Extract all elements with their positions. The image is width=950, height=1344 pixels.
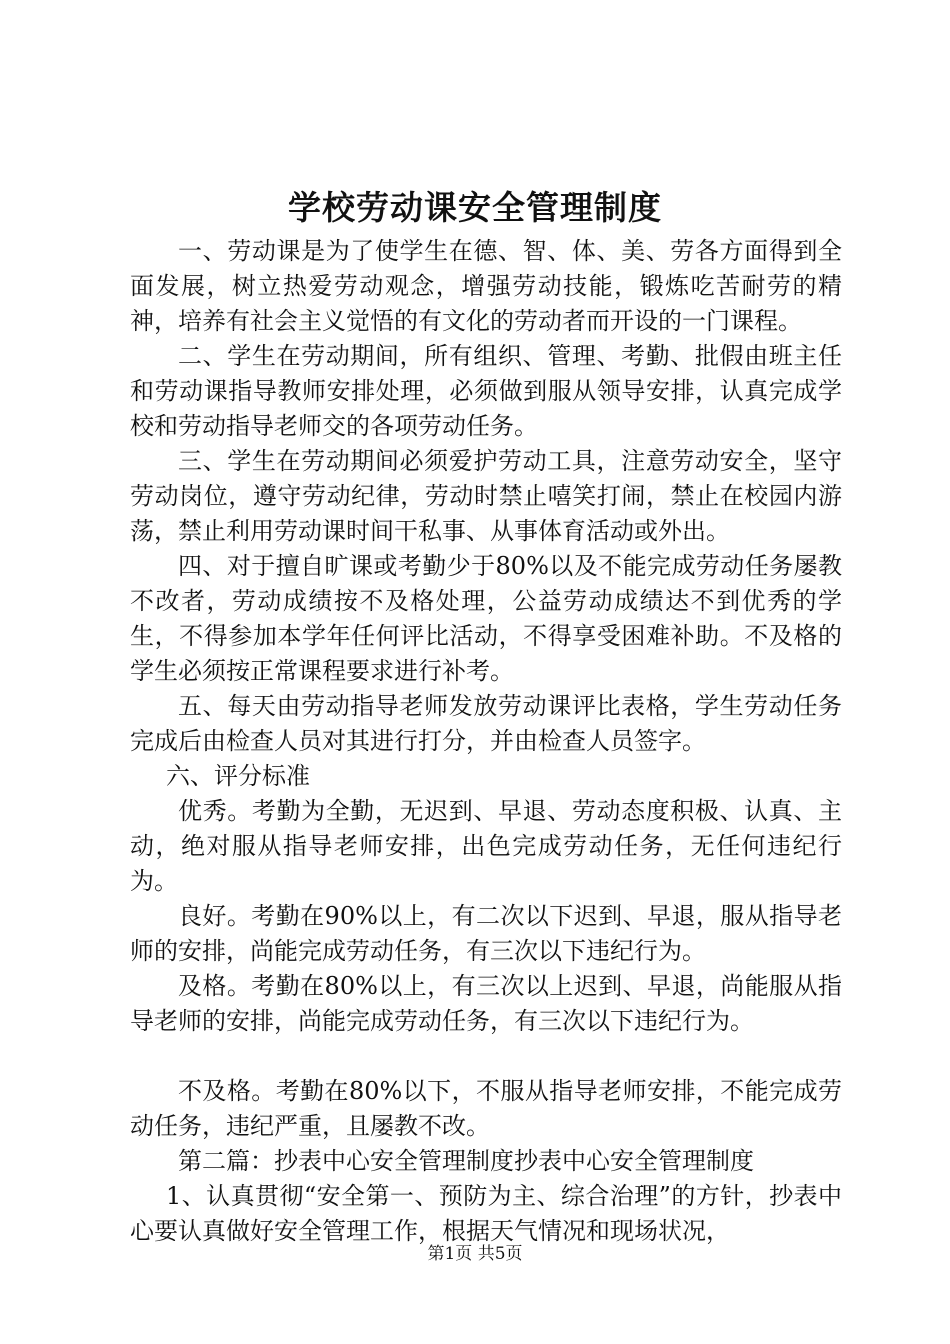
paragraph-1: 一、劳动课是为了使学生在德、智、体、美、劳各方面得到全面发展，树立热爱劳动观念，增强劳动技能，锻炼吃苦耐劳的精神，培养有社会主义觉悟的有文化的劳动者而开设的一门课程。 <box>130 237 842 335</box>
paragraph-pass: 及格。考勤在80%以上，有三次以上迟到、早退，尚能服从指导老师的安排，尚能完成劳动任务，有三次以下违纪行为。 <box>130 972 842 1035</box>
paragraph-second-part-1: 1、认真贯彻“安全第一、预防为主、综合治理”的方针，抄表中心要认真做好安全管理工作，根据天气情况和现场状况， <box>130 1182 842 1245</box>
page-footer: 第1页 共5页 <box>427 1244 523 1264</box>
paragraph-excellent: 优秀。考勤为全勤，无迟到、早退、劳动态度积极、认真、主动，绝对服从指导老师安排，出色完成劳动任务，无任何违纪行为。 <box>130 797 842 895</box>
paragraph-5: 五、每天由劳动指导老师发放劳动课评比表格，学生劳动任务完成后由检查人员对其进行打分，并由检查人员签字。 <box>130 692 842 755</box>
document-body <box>130 234 842 1249</box>
section-heading-scoring: 六、评分标准 <box>166 762 310 790</box>
paragraph-4: 四、对于擅自旷课或考勤少于80%以及不能完成劳动任务屡教不改者，劳动成绩按不及格处理，公益劳动成绩达不到优秀的学生，不得参加本学年任何评比活动，不得享受困难补助。不及格的学生必须按正常课程要求进行补考。 <box>130 552 842 685</box>
section-heading-second-part: 第二篇：抄表中心安全管理制度抄表中心安全管理制度 <box>178 1147 754 1175</box>
paragraph-3: 三、学生在劳动期间必须爱护劳动工具，注意劳动安全，坚守劳动岗位，遵守劳动纪律，劳动时禁止嘻笑打闹，禁止在校园内游荡，禁止利用劳动课时间干私事、从事体育活动或外出。 <box>130 447 842 545</box>
paragraph-fail: 不及格。考勤在80%以下，不服从指导老师安排，不能完成劳动任务，违纪严重，且屡教不改。 <box>130 1077 842 1140</box>
document-title: 学校劳动课安全管理制度 <box>288 188 662 227</box>
paragraph-2: 二、学生在劳动期间，所有组织、管理、考勤、批假由班主任和劳动课指导教师安排处理，必须做到服从领导安排，认真完成学校和劳动指导老师交的各项劳动任务。 <box>130 342 842 440</box>
paragraph-good: 良好。考勤在90%以上，有二次以下迟到、早退，服从指导老师的安排，尚能完成劳动任务，有三次以下违纪行为。 <box>130 902 842 965</box>
